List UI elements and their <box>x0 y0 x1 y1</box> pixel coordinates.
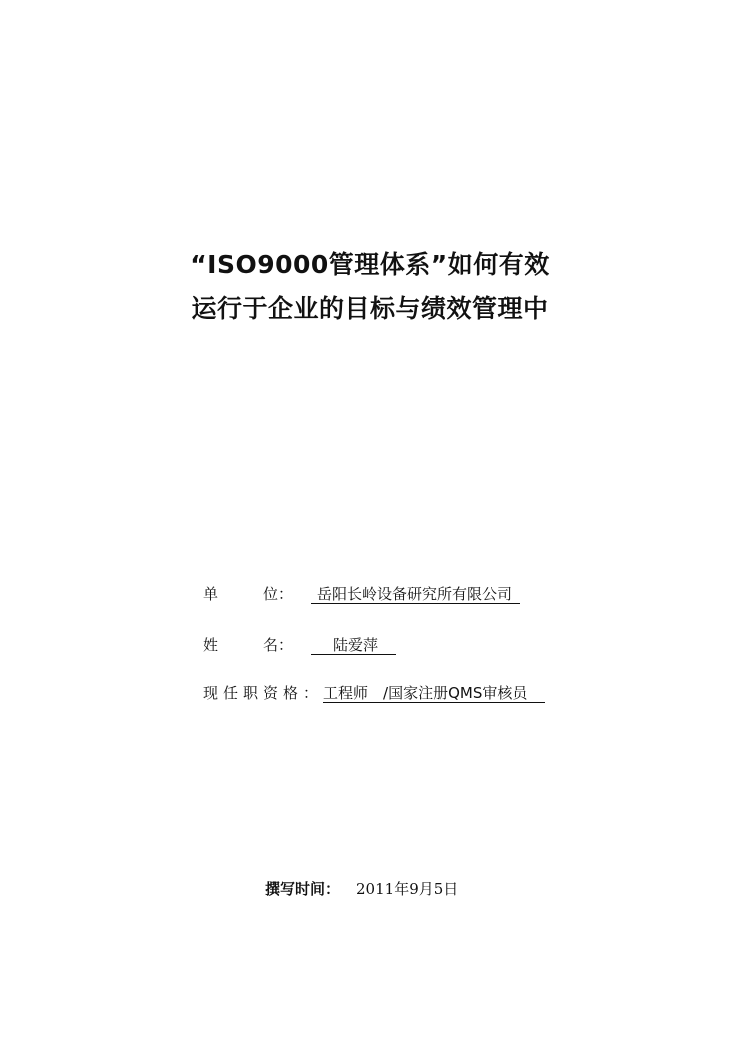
title-line-2: 运行于企业的目标与绩效管理中 <box>191 294 549 323</box>
unit-label: 单 位： <box>203 585 294 603</box>
name-label: 姓 名： <box>203 636 294 654</box>
name-value: 陆爱萍 <box>311 636 396 655</box>
unit-value: 岳阳长岭设备研究所有限公司 <box>311 585 520 604</box>
title-line-1: “ISO9000管理体系”如何有效 <box>190 250 550 279</box>
unit-row <box>203 584 520 604</box>
date-value: 2011年9月5日 <box>356 880 459 898</box>
date-label: 撰写时间： <box>265 880 341 898</box>
qualification-row <box>203 683 545 703</box>
qualification-value: 工程师 /国家注册QMS审核员 <box>323 684 545 703</box>
date-row <box>265 879 458 899</box>
qualification-label: 现任职资格： <box>203 684 324 702</box>
name-row <box>203 635 396 655</box>
document-title <box>0 243 740 331</box>
